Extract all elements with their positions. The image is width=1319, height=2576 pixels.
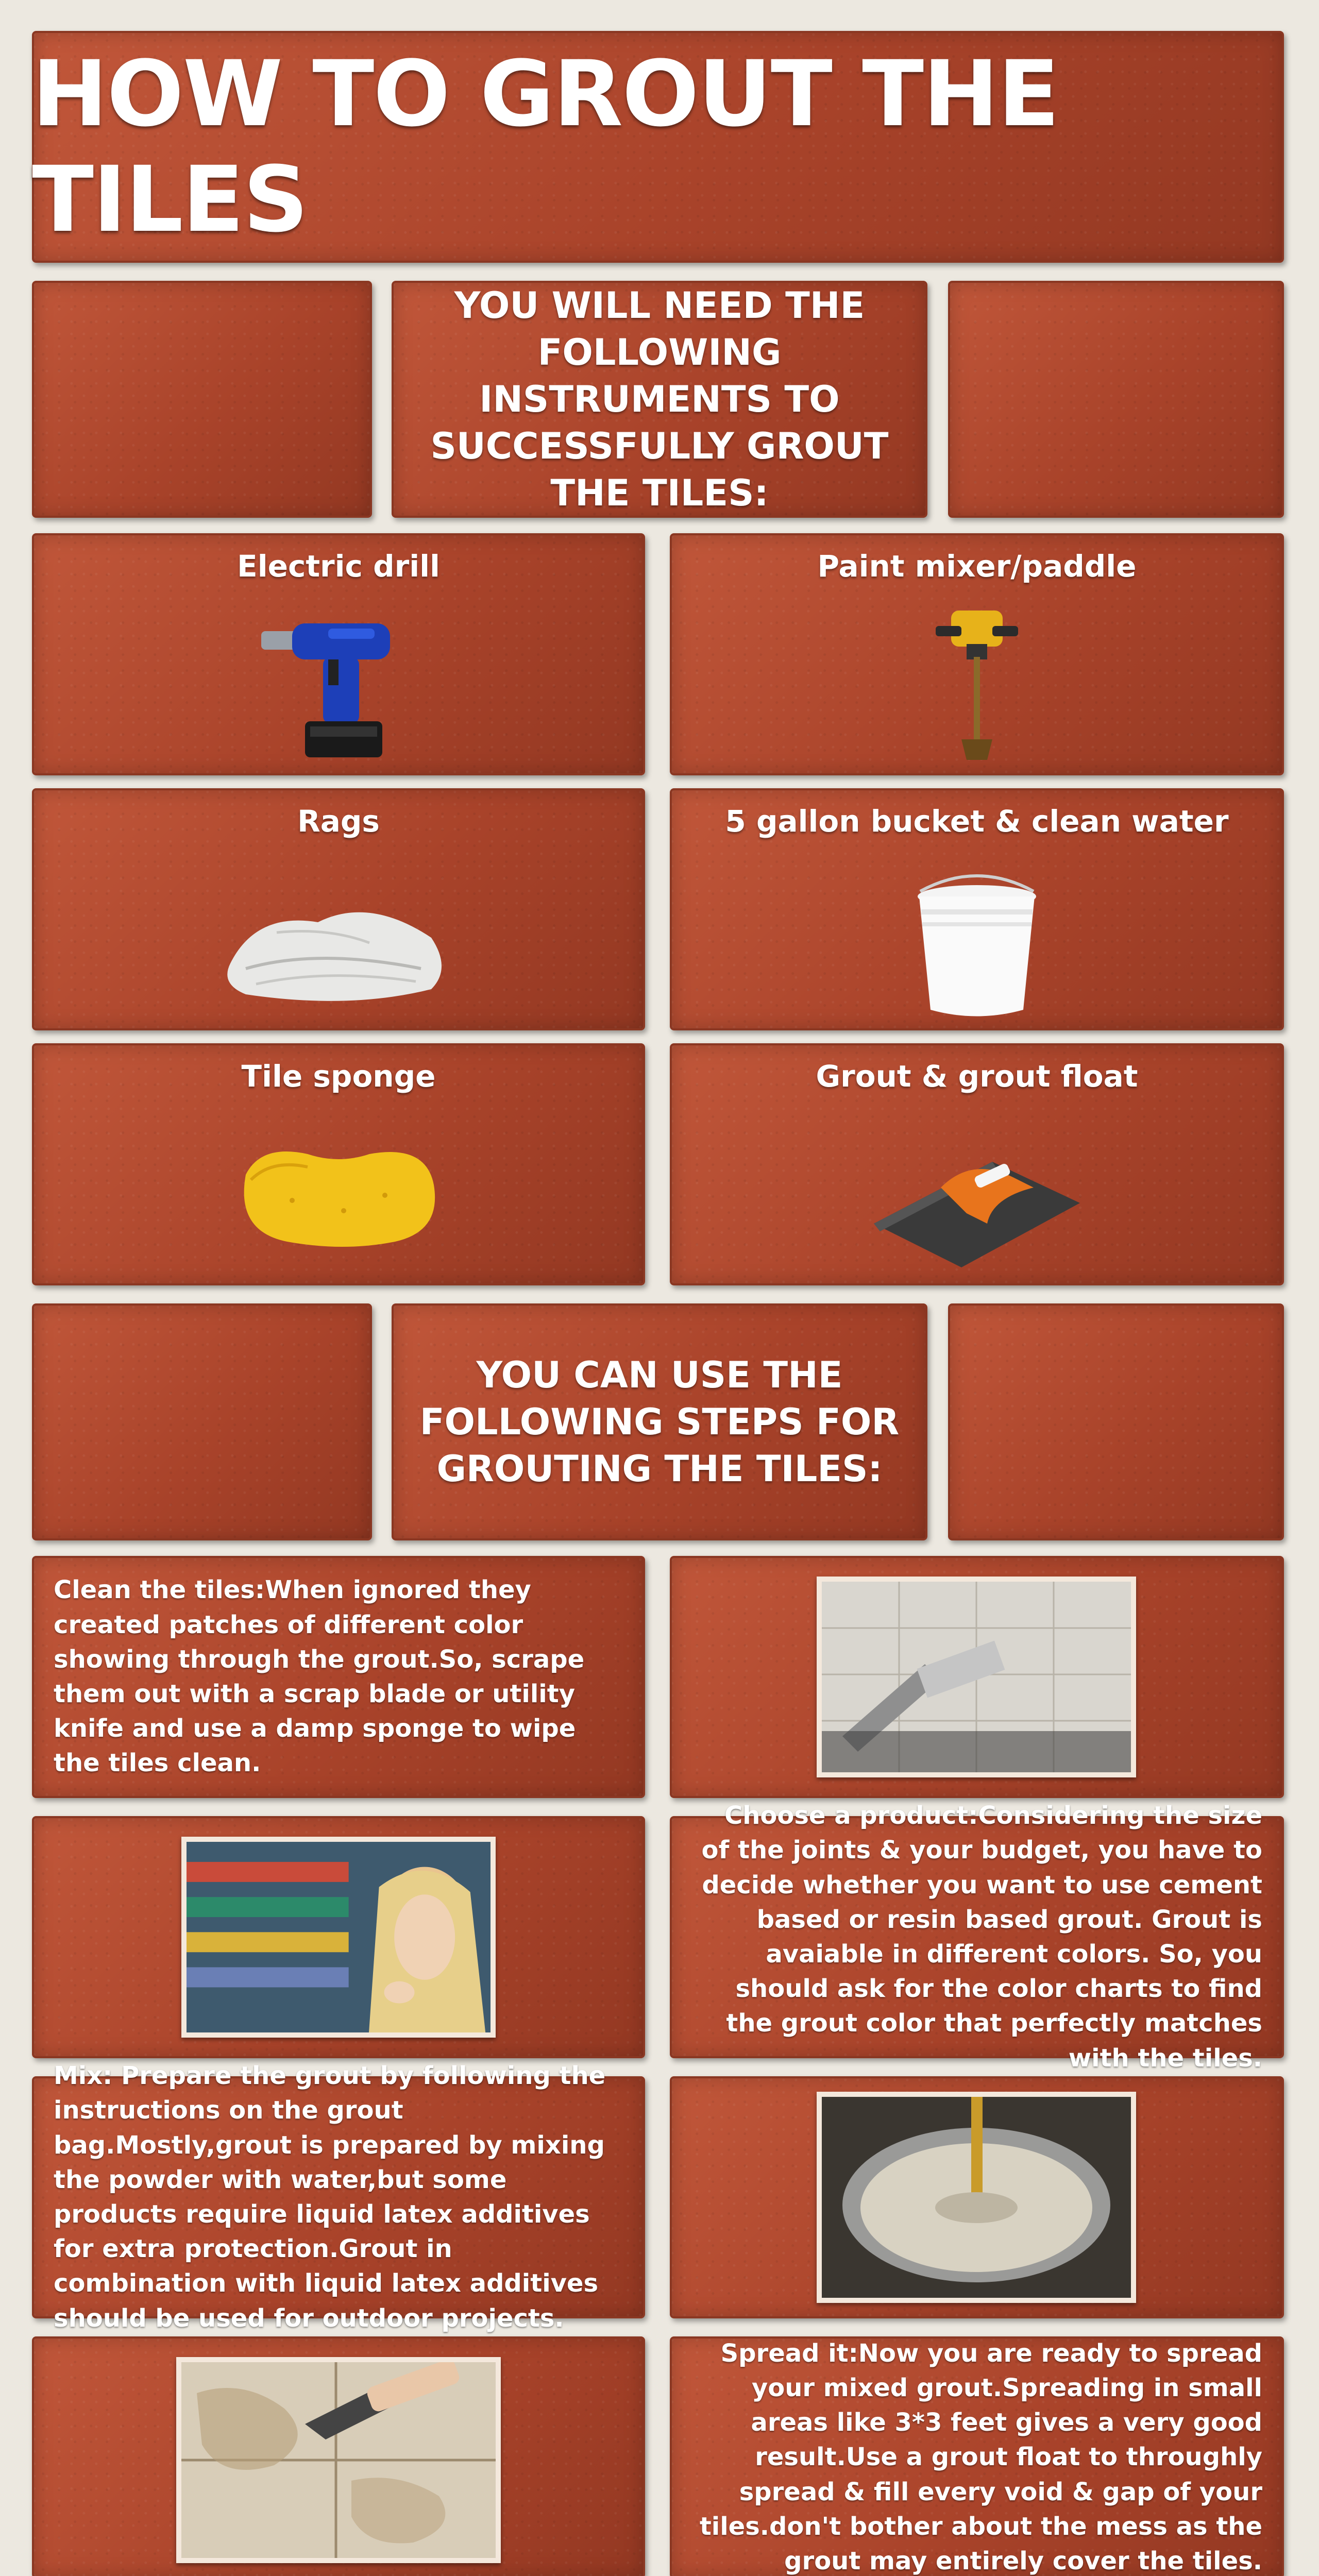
instruments-heading: YOU WILL NEED THE FOLLOWING INSTRUMENTS TO SUCCESSFULLY GROUT THE TILES: (430, 284, 889, 514)
step-text: Clean the tiles:When ignored they created patches of different color showing through the grout.So, scrape them out with a scrap blade or utility knife and use a damp sponge to wipe the tiles clean. (54, 1575, 585, 1778)
step-card-choose-product (670, 1801, 1284, 2073)
decorative-brick (32, 281, 372, 518)
photo-card (670, 2076, 1284, 2318)
tool-label: Paint mixer/paddle (817, 549, 1137, 584)
tool-label: Rags (297, 804, 380, 839)
decorative-brick (948, 1303, 1284, 1540)
tool-card-grout-float (670, 1043, 1284, 1285)
grout-float-icon (864, 1121, 1090, 1275)
electric-drill-icon (251, 611, 426, 765)
tool-card-rags (32, 788, 645, 1030)
rags-icon (215, 866, 462, 1020)
step-card-spread (670, 2336, 1284, 2576)
choosing-product-photo (181, 1837, 496, 2038)
instruments-heading-panel (392, 281, 927, 518)
title-banner (32, 31, 1284, 263)
sponge-icon (230, 1133, 447, 1262)
step-text: Spread it:Now you are ready to spread your mixed grout.Spreading in small areas like 3*3 feet gives a very good result.Use a grout float to throughly spread & fill every void & gap of your tiles.don't bother about the mess as the grout may entirely cover the tiles. (699, 2338, 1262, 2575)
tool-label: 5 gallon bucket & clean water (725, 804, 1229, 839)
photo-card (32, 2336, 645, 2576)
page-title: HOW TO GROUT THE TILES (32, 41, 1059, 252)
mixing-grout-photo (817, 2092, 1136, 2303)
steps-heading: YOU CAN USE THE FOLLOWING STEPS FOR GROUTING THE TILES: (419, 1353, 900, 1490)
steps-heading-panel (392, 1303, 927, 1540)
spreading-grout-photo (176, 2357, 501, 2563)
scraping-tiles-photo (817, 1577, 1136, 1777)
decorative-brick (948, 281, 1284, 518)
tool-card-sponge (32, 1043, 645, 1285)
step-card-clean-tiles (32, 1556, 645, 1798)
step-card-mix (32, 2061, 645, 2333)
tool-card-bucket (670, 788, 1284, 1030)
tool-label: Tile sponge (241, 1059, 436, 1094)
tool-card-electric-drill (32, 533, 645, 775)
tool-label: Grout & grout float (816, 1059, 1138, 1094)
tool-label: Electric drill (237, 549, 440, 584)
paint-mixer-icon (915, 605, 1039, 770)
step-text: Mix: Prepare the grout by following the instructions on the grout bag.Mostly,grout is prepared by mixing the powder with water,but some products require liquid latex additives for extra protection.Grout in combination with liquid latex additives should be used for outdoor projects. (54, 2061, 606, 2333)
tool-card-paint-mixer (670, 533, 1284, 775)
step-text: Choose a product:Considering the size of the joints & your budget, you have to decide whether you want to use cement based or resin based grout. Grout is avaiable in different colors. So, you should ask for the color charts to find the grout color that perfectly matches with the tiles. (701, 1801, 1262, 2073)
photo-card (670, 1556, 1284, 1798)
decorative-brick (32, 1303, 372, 1540)
photo-card (32, 1816, 645, 2058)
bucket-icon (910, 860, 1044, 1025)
